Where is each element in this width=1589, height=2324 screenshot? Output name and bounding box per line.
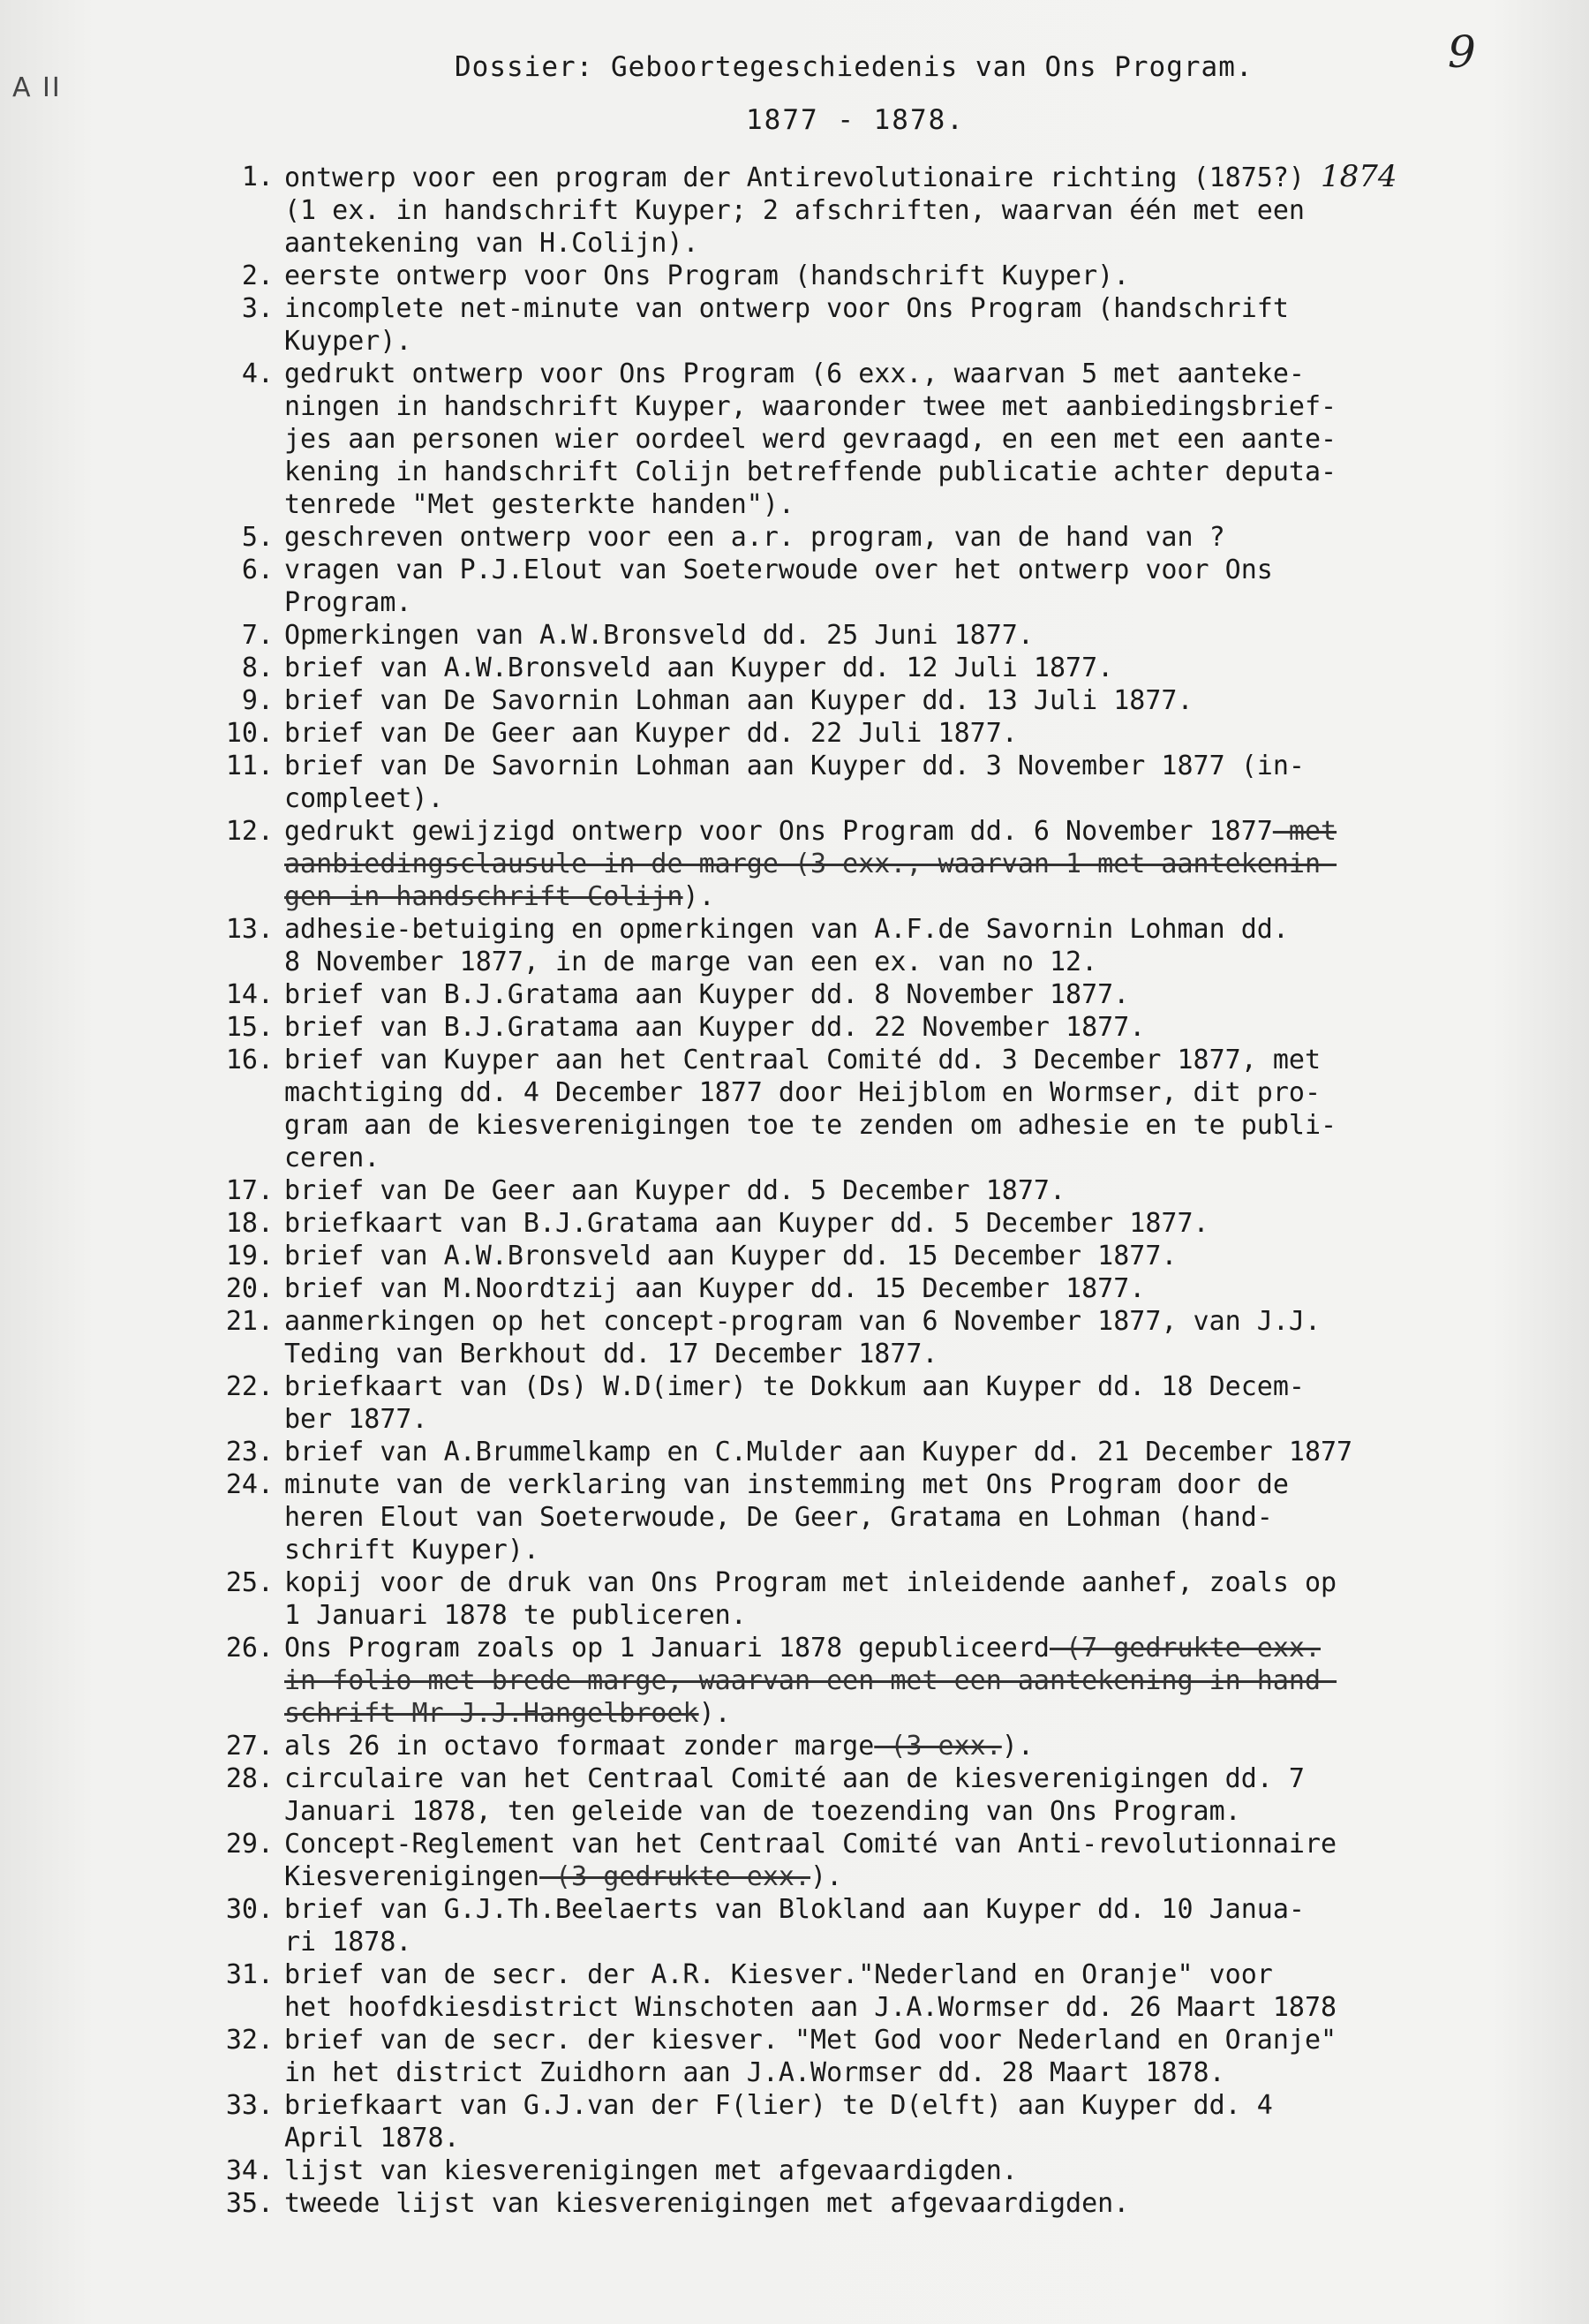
item-text-main: incomplete net-minute van ontwerp voor Ons Program (handschrift Kuyper).	[284, 293, 1289, 357]
item-text-main: brief van Kuyper aan het Centraal Comité dd. 3 December 1877, met machtiging dd. 4 December 1877 door Heijblom en Wormser, dit pro- gram aan de kiesverenigingen toe te zenden om adhesie en te publi- ceren.	[284, 1045, 1337, 1173]
item-number: 21.	[225, 1306, 274, 1337]
list-item	[210, 913, 1570, 978]
item-number: 26.	[225, 1633, 274, 1664]
item-number: 16.	[225, 1045, 274, 1075]
item-text	[284, 1632, 1538, 1730]
list-item	[210, 1240, 1570, 1272]
item-text	[284, 1370, 1538, 1436]
item-text-main: brief van A.W.Bronsveld aan Kuyper dd. 15 December 1877.	[284, 1241, 1178, 1271]
item-number: 11.	[225, 751, 274, 781]
item-number: 30.	[225, 1894, 274, 1925]
item-text	[284, 1958, 1538, 2024]
list-item	[210, 717, 1570, 750]
list-item	[210, 978, 1570, 1011]
list-item	[210, 2154, 1570, 2187]
item-number: 18.	[225, 1208, 274, 1239]
item-text	[284, 1011, 1538, 1044]
item-text-main: lijst van kiesverenigingen met afgevaardigden.	[284, 2155, 1018, 2186]
item-number: 1.	[241, 162, 274, 192]
item-text-main: briefkaart van G.J.van der F(lier) te D(elft) aan Kuyper dd. 4 April 1878.	[284, 2090, 1273, 2154]
item-text	[284, 1762, 1538, 1828]
list-item	[210, 1044, 1570, 1174]
item-text-tail: ).	[698, 1698, 731, 1729]
list-item	[210, 619, 1570, 652]
item-text-main: circulaire van het Centraal Comité aan de kiesverenigingen dd. 7 Januari 1878, ten geleide van de toezending van Ons Program.	[284, 1763, 1305, 1827]
item-text	[284, 717, 1538, 750]
item-text-main: brief van de secr. der A.R. Kiesver."Nederland en Oranje" voor het hoofdkiesdistrict Winschoten aan J.A.Wormser dd. 26 Maart 1878	[284, 1959, 1337, 2023]
list-item	[210, 1730, 1570, 1762]
item-number: 5.	[241, 522, 274, 553]
list-item	[210, 815, 1570, 913]
item-number: 34.	[225, 2155, 274, 2186]
item-text-main: brief van De Savornin Lohman aan Kuyper dd. 3 November 1877 (in- compleet).	[284, 751, 1305, 814]
item-number: 32.	[225, 2025, 274, 2056]
item-text-main: kopij voor de druk van Ons Program met inleidende aanhef, zoals op 1 Januari 1878 te publiceren.	[284, 1567, 1337, 1631]
item-text-main: als 26 in octavo formaat zonder marge	[284, 1731, 875, 1762]
struck-text: met aanbiedingsclausule in de marge (3 exx., waarvan 1 met aantekenin- gen in handschrift Colijn	[284, 816, 1337, 912]
item-text-main: Ons Program zoals op 1 Januari 1878 gepubliceerd	[284, 1633, 1050, 1664]
item-number: 10.	[225, 718, 274, 749]
list-item	[210, 161, 1570, 260]
struck-text: (3 exx.	[874, 1731, 1002, 1762]
item-number: 28.	[225, 1763, 274, 1794]
item-text	[284, 1730, 1538, 1762]
item-text	[284, 2024, 1538, 2089]
item-text-tail: ).	[810, 1861, 843, 1892]
item-number: 22.	[225, 1371, 274, 1402]
item-text-main: brief van De Geer aan Kuyper dd. 5 December 1877.	[284, 1175, 1066, 1206]
item-text	[284, 619, 1538, 652]
struck-text: (3 gedrukte exx.	[538, 1861, 811, 1892]
item-text-main: minute van de verklaring van instemming met Ons Program door de heren Elout van Soeterwoude, De Geer, Gratama en Lohman (hand- schrift Kuyper).	[284, 1469, 1289, 1566]
item-text-continued: (1 ex. in handschrift Kuyper; 2 afschriften, waarvan één met een aantekening van H.Colijn).	[284, 195, 1305, 259]
item-number: 23.	[225, 1437, 274, 1468]
item-text	[284, 750, 1538, 815]
document-title: Dossier: Geboortegeschiedenis van Ons Program.	[455, 51, 1254, 83]
item-text-main: ontwerp voor een program der Antirevolutionaire richting (1875?)	[284, 162, 1321, 193]
item-text-main: brief van De Geer aan Kuyper dd. 22 Juli 1877.	[284, 718, 1018, 749]
item-number: 2.	[241, 260, 274, 291]
item-text	[284, 1272, 1538, 1305]
item-text	[284, 913, 1538, 978]
item-list	[210, 161, 1570, 2220]
item-text	[284, 1305, 1538, 1370]
item-text	[284, 815, 1538, 913]
item-number: 33.	[225, 2090, 274, 2121]
item-number: 31.	[225, 1959, 274, 1990]
list-item	[210, 1828, 1570, 1893]
item-number: 25.	[225, 1567, 274, 1598]
item-text-main: brief van B.J.Gratama aan Kuyper dd. 22 November 1877.	[284, 1012, 1146, 1043]
item-text-main: geschreven ontwerp voor een a.r. program, van de hand van ?	[284, 522, 1225, 553]
list-item	[210, 292, 1570, 358]
item-text-main: briefkaart van (Ds) W.D(imer) te Dokkum aan Kuyper dd. 18 Decem- ber 1877.	[284, 1371, 1305, 1435]
list-item	[210, 2024, 1570, 2089]
item-text-main: adhesie-betuiging en opmerkingen van A.F.de Savornin Lohman dd. 8 November 1877, in de marge van een ex. van no 12.	[284, 914, 1289, 977]
item-text	[284, 1044, 1538, 1174]
list-item	[210, 1436, 1570, 1468]
list-item	[210, 1272, 1570, 1305]
item-text	[284, 292, 1538, 358]
item-text-main: brief van M.Noordtzij aan Kuyper dd. 15 December 1877.	[284, 1273, 1146, 1304]
item-number: 19.	[225, 1241, 274, 1271]
item-text	[284, 2154, 1538, 2187]
item-number: 27.	[225, 1731, 274, 1762]
item-text-main: gedrukt ontwerp voor Ons Program (6 exx., waarvan 5 met aanteke- ningen in handschrift Kuyper, waaronder twee met aanbiedingsbrief- jes aan personen wier oordeel werd gevraagd, en een met een aante- kening in handschrift Colijn betreffende publicatie achter deputa- tenrede "Met gesterkte handen").	[284, 358, 1337, 520]
item-text	[284, 1207, 1538, 1240]
item-number: 8.	[241, 653, 274, 683]
item-number: 35.	[225, 2188, 274, 2219]
item-text-main: brief van B.J.Gratama aan Kuyper dd. 8 November 1877.	[284, 979, 1130, 1010]
list-item	[210, 1468, 1570, 1566]
document-years: 1877 - 1878.	[746, 104, 965, 136]
struck-text: (7 gedrukte exx. in folio met brede marge, waarvan een met een aantekening in hand- schrift Mr J.J.Hangelbroek	[284, 1633, 1337, 1729]
item-number: 24.	[225, 1469, 274, 1500]
item-number: 4.	[241, 358, 274, 389]
item-text	[284, 684, 1538, 717]
list-item	[210, 750, 1570, 815]
item-text	[284, 161, 1538, 260]
item-text	[284, 652, 1538, 684]
item-text	[284, 1468, 1538, 1566]
item-text-main: brief van de secr. der kiesver. "Met God voor Nederland en Oranje" in het district Zuidhorn aan J.A.Wormser dd. 28 Maart 1878.	[284, 2025, 1337, 2088]
item-number: 9.	[241, 685, 274, 716]
list-item	[210, 1011, 1570, 1044]
handwritten-annotation: 1874	[1321, 159, 1397, 194]
list-item	[210, 554, 1570, 619]
item-text	[284, 2187, 1538, 2220]
item-number: 20.	[225, 1273, 274, 1304]
item-text-main: aanmerkingen op het concept-program van 6 November 1877, van J.J. Teding van Berkhout dd. 17 December 1877.	[284, 1306, 1321, 1370]
item-number: 6.	[241, 555, 274, 585]
item-number: 12.	[225, 816, 274, 847]
item-text	[284, 978, 1538, 1011]
item-number: 7.	[241, 620, 274, 651]
item-text	[284, 1174, 1538, 1207]
item-text-main: Opmerkingen van A.W.Bronsveld dd. 25 Juni 1877.	[284, 620, 1034, 651]
list-item	[210, 684, 1570, 717]
item-number: 14.	[225, 979, 274, 1010]
item-number: 13.	[225, 914, 274, 945]
item-text-main: eerste ontwerp voor Ons Program (handschrift Kuyper).	[284, 260, 1130, 291]
item-text-main: briefkaart van B.J.Gratama aan Kuyper dd. 5 December 1877.	[284, 1208, 1209, 1239]
item-text	[284, 358, 1538, 521]
list-item	[210, 1566, 1570, 1632]
list-item	[210, 1370, 1570, 1436]
item-text-main: brief van A.W.Bronsveld aan Kuyper dd. 12 Juli 1877.	[284, 653, 1114, 683]
item-text	[284, 521, 1538, 554]
handwritten-page-number: 9	[1448, 26, 1476, 78]
item-text	[284, 1436, 1538, 1468]
list-item	[210, 1893, 1570, 1958]
item-text-main: tweede lijst van kiesverenigingen met afgevaardigden.	[284, 2188, 1130, 2219]
item-number: 17.	[225, 1175, 274, 1206]
item-text-main: Concept-Reglement van het Centraal Comité van Anti-revolutionnaire Kiesverenigingen	[284, 1829, 1337, 1892]
list-item	[210, 2089, 1570, 2154]
item-text-tail: ).	[682, 881, 715, 912]
list-item	[210, 1174, 1570, 1207]
item-text	[284, 554, 1538, 619]
list-item	[210, 521, 1570, 554]
list-item	[210, 1305, 1570, 1370]
item-text	[284, 1893, 1538, 1958]
list-item	[210, 1762, 1570, 1828]
item-text-main: gedrukt gewijzigd ontwerp voor Ons Program dd. 6 November 1877	[284, 816, 1273, 847]
list-item	[210, 358, 1570, 521]
item-text-tail: ).	[1001, 1731, 1034, 1762]
item-text	[284, 2089, 1538, 2154]
item-number: 29.	[225, 1829, 274, 1860]
item-text-main: brief van G.J.Th.Beelaerts van Blokland aan Kuyper dd. 10 Janua- ri 1878.	[284, 1894, 1305, 1958]
list-item	[210, 1207, 1570, 1240]
item-text-main: brief van A.Brummelkamp en C.Mulder aan Kuyper dd. 21 December 1877	[284, 1437, 1353, 1468]
list-item	[210, 1958, 1570, 2024]
item-text	[284, 1828, 1538, 1893]
list-item	[210, 652, 1570, 684]
list-item	[210, 1632, 1570, 1730]
item-text	[284, 1240, 1538, 1272]
list-item	[210, 260, 1570, 292]
item-text-main: vragen van P.J.Elout van Soeterwoude over het ontwerp voor Ons Program.	[284, 555, 1273, 618]
margin-annotation: A II	[12, 72, 62, 103]
item-text	[284, 260, 1538, 292]
item-text-main: brief van De Savornin Lohman aan Kuyper dd. 13 Juli 1877.	[284, 685, 1194, 716]
list-item	[210, 2187, 1570, 2220]
item-number: 3.	[241, 293, 274, 324]
item-text	[284, 1566, 1538, 1632]
item-number: 15.	[225, 1012, 274, 1043]
